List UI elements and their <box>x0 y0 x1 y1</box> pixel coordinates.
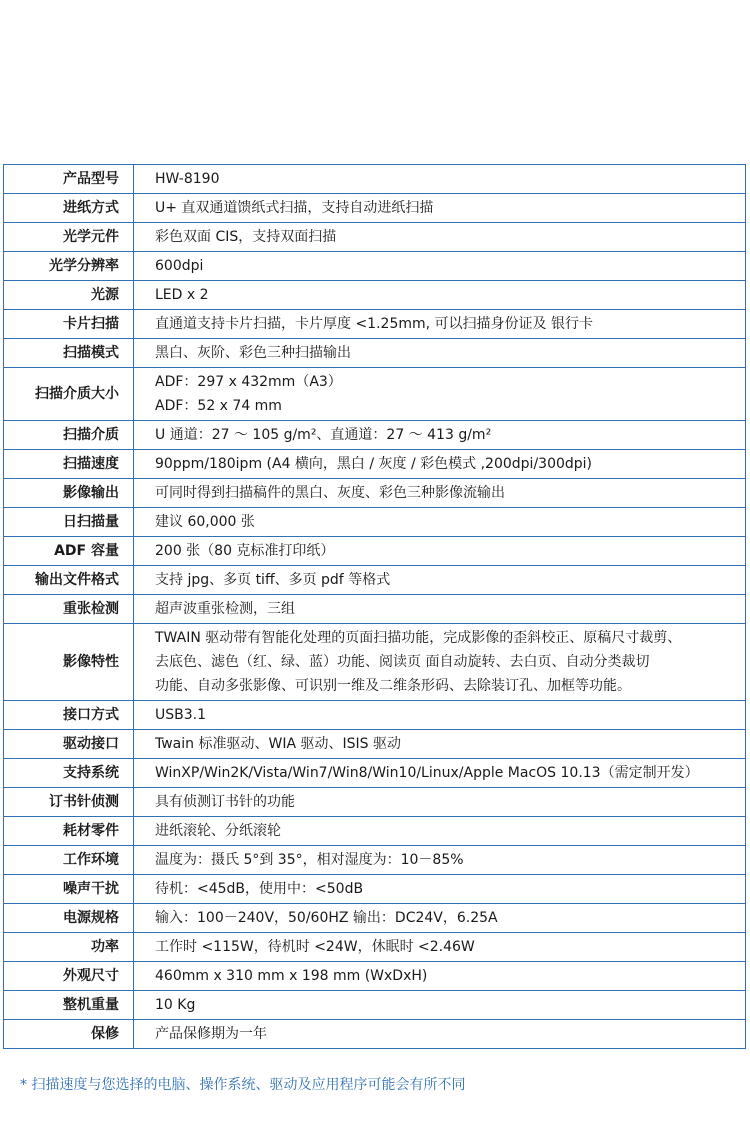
spec-label: 电源规格 <box>4 904 134 933</box>
spec-row <box>4 252 746 281</box>
spec-label: 光学分辨率 <box>4 252 134 281</box>
spec-value <box>134 875 746 904</box>
spec-label: 产品型号 <box>4 165 134 194</box>
spec-value-line: Twain 标准驱动、WIA 驱动、ISIS 驱动 <box>155 736 401 752</box>
spec-value <box>134 421 746 450</box>
spec-value <box>134 962 746 991</box>
spec-label: 重张检测 <box>4 595 134 624</box>
spec-row <box>4 875 746 904</box>
spec-row <box>4 788 746 817</box>
spec-row <box>4 421 746 450</box>
spec-label: 输出文件格式 <box>4 566 134 595</box>
spec-table <box>3 164 746 1049</box>
spec-value-line: 直通道支持卡片扫描，卡片厚度 <1.25mm, 可以扫描身份证及 银行卡 <box>155 316 593 332</box>
spec-value-line: 600dpi <box>155 258 204 274</box>
spec-row <box>4 310 746 339</box>
spec-value-line: 支持 jpg、多页 tiff、多页 pdf 等格式 <box>155 572 391 588</box>
spec-row <box>4 904 746 933</box>
spec-value <box>134 165 746 194</box>
spec-value <box>134 339 746 368</box>
spec-value-line: USB3.1 <box>155 707 207 723</box>
spec-value <box>134 566 746 595</box>
spec-value-line: 10 Kg <box>155 997 196 1013</box>
spec-value-line: ADF：297 x 432mm（A3） <box>155 374 342 390</box>
spec-label: 卡片扫描 <box>4 310 134 339</box>
spec-value <box>134 788 746 817</box>
spec-row <box>4 962 746 991</box>
spec-label: 日扫描量 <box>4 508 134 537</box>
spec-value <box>134 817 746 846</box>
spec-value-line: ADF：52 x 74 mm <box>155 398 282 414</box>
spec-row <box>4 846 746 875</box>
spec-label: 耗材零件 <box>4 817 134 846</box>
spec-value-line: 460mm x 310 mm x 198 mm (WxDxH) <box>155 968 428 984</box>
spec-label: 功率 <box>4 933 134 962</box>
spec-value-line: TWAIN 驱动带有智能化处理的页面扫描功能，完成影像的歪斜校正、原稿尺寸裁剪、 <box>155 630 682 646</box>
spec-label: 噪声干扰 <box>4 875 134 904</box>
spec-row <box>4 624 746 701</box>
spec-row <box>4 817 746 846</box>
spec-value <box>134 508 746 537</box>
spec-value <box>134 194 746 223</box>
spec-value-line: 建议 60,000 张 <box>155 514 255 530</box>
spec-value <box>134 624 746 701</box>
spec-label: 光源 <box>4 281 134 310</box>
spec-value-line: 待机：<45dB，使用中：<50dB <box>155 881 364 897</box>
spec-label: 光学元件 <box>4 223 134 252</box>
spec-row <box>4 223 746 252</box>
spec-value-line: 产品保修期为一年 <box>155 1026 267 1042</box>
spec-value-line: 可同时得到扫描稿件的黑白、灰度、彩色三种影像流输出 <box>155 485 505 501</box>
spec-label: 扫描介质 <box>4 421 134 450</box>
spec-value <box>134 846 746 875</box>
spec-label: 整机重量 <box>4 991 134 1020</box>
spec-label: 扫描速度 <box>4 450 134 479</box>
spec-value <box>134 933 746 962</box>
spec-row <box>4 479 746 508</box>
spec-row <box>4 1020 746 1049</box>
spec-value-line: LED x 2 <box>155 287 209 303</box>
spec-value-line: 彩色双面 CIS，支持双面扫描 <box>155 229 337 245</box>
spec-value-line: 温度为：摄氏 5°到 35°，相对湿度为：10－85% <box>155 852 464 868</box>
spec-value <box>134 310 746 339</box>
spec-row <box>4 508 746 537</box>
spec-label: 外观尺寸 <box>4 962 134 991</box>
spec-value <box>134 537 746 566</box>
spec-label: 进纸方式 <box>4 194 134 223</box>
spec-value <box>134 991 746 1020</box>
spec-value-line: U+ 直双通道馈纸式扫描，支持自动进纸扫描 <box>155 200 434 216</box>
spec-label: 订书针侦测 <box>4 788 134 817</box>
spec-label: 扫描介质大小 <box>4 368 134 421</box>
spec-value <box>134 701 746 730</box>
spec-value <box>134 223 746 252</box>
spec-label: 支持系统 <box>4 759 134 788</box>
spec-value <box>134 281 746 310</box>
spec-value <box>134 904 746 933</box>
spec-row <box>4 595 746 624</box>
spec-row <box>4 759 746 788</box>
spec-value <box>134 450 746 479</box>
spec-value-line: 工作时 <115W，待机时 <24W，休眠时 <2.46W <box>155 939 475 955</box>
spec-label: 影像输出 <box>4 479 134 508</box>
spec-label: 驱动接口 <box>4 730 134 759</box>
spec-value-line: 超声波重张检测，三组 <box>155 601 295 617</box>
spec-label: 影像特性 <box>4 624 134 701</box>
spec-value <box>134 730 746 759</box>
spec-value <box>134 252 746 281</box>
spec-value-line: 黑白、灰阶、彩色三种扫描输出 <box>155 345 351 361</box>
spec-row <box>4 368 746 421</box>
footnote: * 扫描速度与您选择的电脑、操作系统、驱动及应用程序可能会有所不同 <box>20 1077 466 1093</box>
spec-row <box>4 339 746 368</box>
spec-value-line: HW-8190 <box>155 171 220 187</box>
spec-row <box>4 281 746 310</box>
spec-value-line: 去底色、滤色（红、绿、蓝）功能、阅读页 面自动旋转、去白页、自动分类裁切 <box>155 654 650 670</box>
spec-label: 工作环境 <box>4 846 134 875</box>
spec-row <box>4 165 746 194</box>
spec-row <box>4 194 746 223</box>
spec-table-body <box>4 165 746 1049</box>
spec-value-line: 90ppm/180ipm (A4 横向，黑白 / 灰度 / 彩色模式 ,200dpi/300dpi) <box>155 456 593 472</box>
spec-label: ADF 容量 <box>4 537 134 566</box>
spec-value <box>134 479 746 508</box>
spec-label: 扫描模式 <box>4 339 134 368</box>
spec-value-line: WinXP/Win2K/Vista/Win7/Win8/Win10/Linux/Apple MacOS 10.13（需定制开发） <box>155 765 699 781</box>
spec-value-line: 功能、自动多张影像、可识别一维及二维条形码、去除装订孔、加框等功能。 <box>155 678 631 694</box>
spec-row <box>4 991 746 1020</box>
spec-row <box>4 450 746 479</box>
spec-value-line: 具有侦测订书针的功能 <box>155 794 295 810</box>
spec-value <box>134 595 746 624</box>
spec-row <box>4 701 746 730</box>
spec-value <box>134 1020 746 1049</box>
spec-label: 接口方式 <box>4 701 134 730</box>
spec-value <box>134 368 746 421</box>
spec-row <box>4 933 746 962</box>
spec-value-line: 进纸滚轮、分纸滚轮 <box>155 823 281 839</box>
spec-value-line: 200 张（80 克标准打印纸） <box>155 543 335 559</box>
spec-label: 保修 <box>4 1020 134 1049</box>
spec-row <box>4 730 746 759</box>
spec-value-line: U 通道：27 ～ 105 g/m²、直通道：27 ～ 413 g/m² <box>155 427 492 443</box>
spec-value-line: 输入：100－240V，50/60HZ 输出：DC24V，6.25A <box>155 910 498 926</box>
spec-value <box>134 759 746 788</box>
spec-row <box>4 566 746 595</box>
spec-row <box>4 537 746 566</box>
